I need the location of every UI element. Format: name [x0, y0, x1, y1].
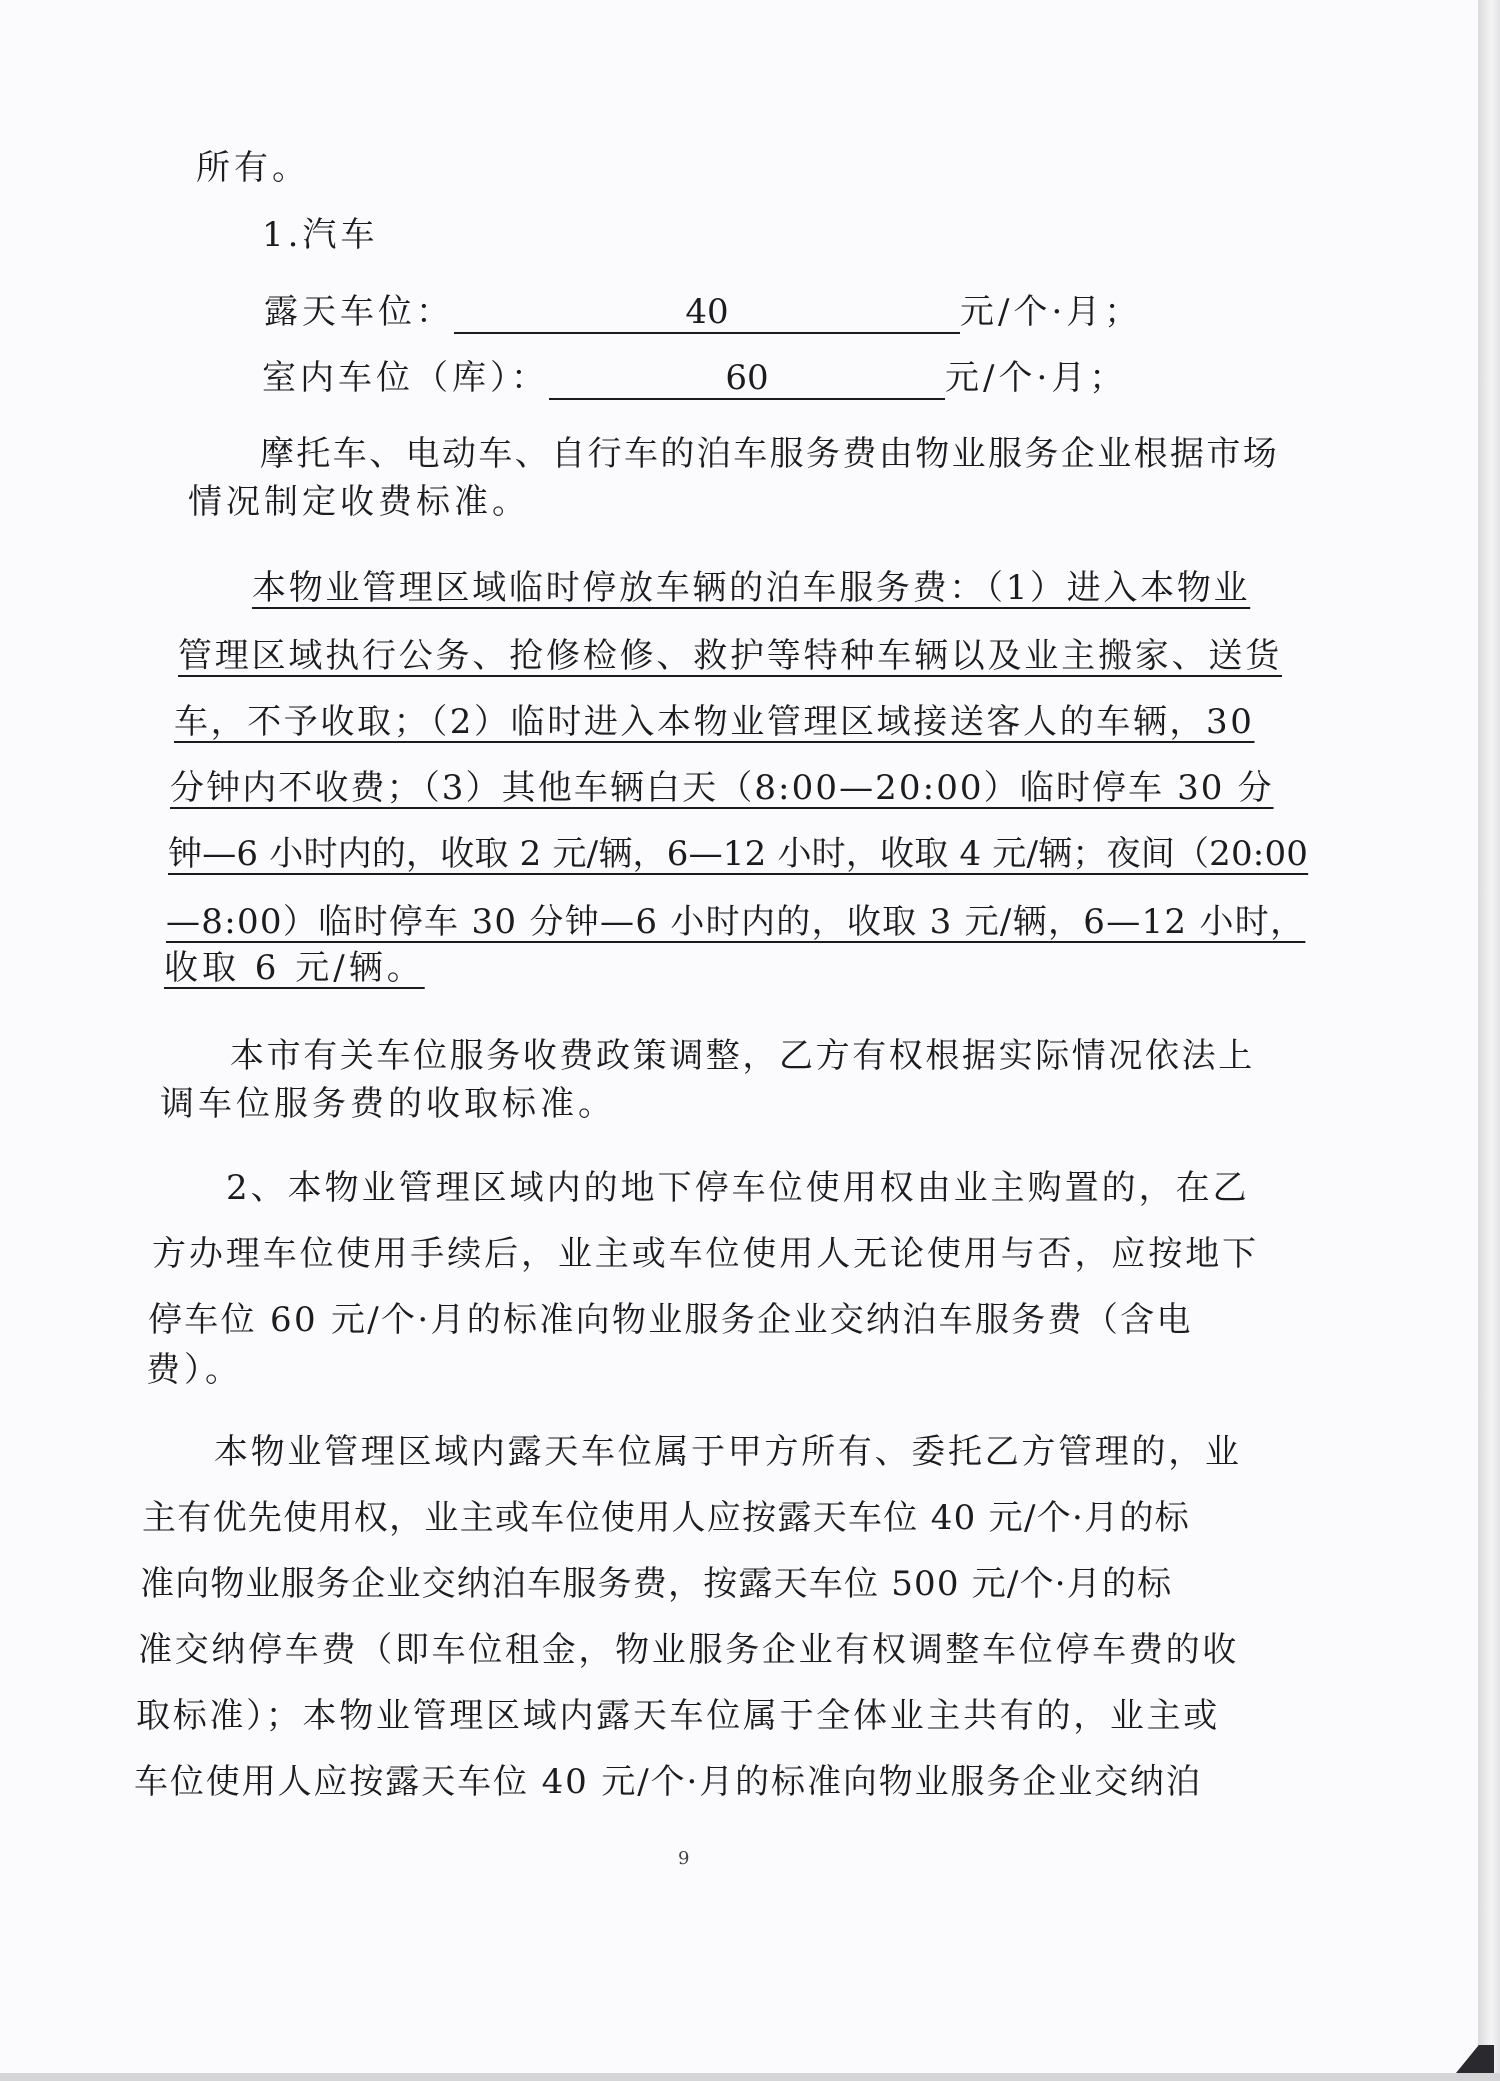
text-line-12: 本市有关车位服务收费政策调整，乙方有权根据实际情况依法上	[230, 1036, 1255, 1076]
temporary-parking-line-7: 收取 6 元/辆。	[164, 948, 425, 988]
text-line-17: 费）。	[146, 1350, 243, 1390]
temporary-parking-line-3: 车，不予收取；（2）临时进入本物业管理区域接送客人的车辆，30	[174, 702, 1255, 742]
text-line-13: 调车位服务费的收取标准。	[160, 1084, 616, 1124]
text-line-3: 摩托车、电动车、自行车的泊车服务费由物业服务企业根据市场	[260, 434, 1280, 474]
indoor-parking-fee: 60	[549, 358, 945, 400]
outdoor-parking-label: 露天车位：	[264, 292, 454, 332]
text-line-1: 所有。	[196, 148, 310, 188]
temporary-parking-line-6: —8:00）临时停车 30 分钟—6 小时内的，收取 3 元/辆，6—12 小时，	[166, 902, 1306, 942]
scan-bottom-edge	[0, 2073, 1500, 2081]
outdoor-parking-unit: 元/个·月；	[960, 292, 1143, 332]
indoor-parking-row	[262, 356, 1127, 400]
text-line-15: 方办理车位使用手续后，业主或车位使用人无论使用与否，应按地下	[152, 1234, 1259, 1274]
temporary-parking-line-4: 分钟内不收费；（3）其他车辆白天（8:00—20:00）临时停车 30 分	[170, 768, 1274, 808]
indoor-parking-label: 室内车位（库）：	[262, 358, 549, 398]
text-line-20: 准向物业服务企业交纳泊车服务费，按露天车位 500 元/个·月的标	[140, 1564, 1173, 1604]
text-line-22: 取标准）；本物业管理区域内露天车位属于全体业主共有的，业主或	[136, 1696, 1220, 1736]
temporary-parking-line-1: 本物业管理区域临时停放车辆的泊车服务费：（1）进入本物业	[252, 568, 1251, 608]
text-line-car-heading: 1.汽车	[262, 215, 379, 255]
outdoor-parking-row	[264, 290, 1142, 334]
text-line-21: 准交纳停车费（即车位租金，物业服务企业有权调整车位停车费的收	[138, 1630, 1239, 1670]
text-line-18: 本物业管理区域内露天车位属于甲方所有、委托乙方管理的，业	[214, 1432, 1242, 1472]
scan-page-edge	[1478, 0, 1500, 2081]
text-line-19: 主有优先使用权，业主或车位使用人应按露天车位 40 元/个·月的标	[142, 1498, 1191, 1538]
outdoor-parking-fee: 40	[454, 292, 960, 334]
temporary-parking-line-5: 钟—6 小时内的，收取 2 元/辆，6—12 小时，收取 4 元/辆；夜间（20:00	[168, 834, 1309, 874]
text-line-4: 情况制定收费标准。	[188, 482, 530, 522]
page-number: 9	[678, 1848, 690, 1869]
temporary-parking-line-2: 管理区域执行公务、抢修检修、救护等特种车辆以及业主搬家、送货	[178, 636, 1282, 676]
text-line-23: 车位使用人应按露天车位 40 元/个·月的标准向物业服务企业交纳泊	[134, 1762, 1202, 1802]
text-line-14: 2、本物业管理区域内的地下停车位使用权由业主购置的，在乙	[226, 1168, 1250, 1208]
text-line-16: 停车位 60 元/个·月的标准向物业服务企业交纳泊车服务费（含电	[148, 1300, 1193, 1340]
indoor-parking-unit: 元/个·月；	[945, 358, 1128, 398]
